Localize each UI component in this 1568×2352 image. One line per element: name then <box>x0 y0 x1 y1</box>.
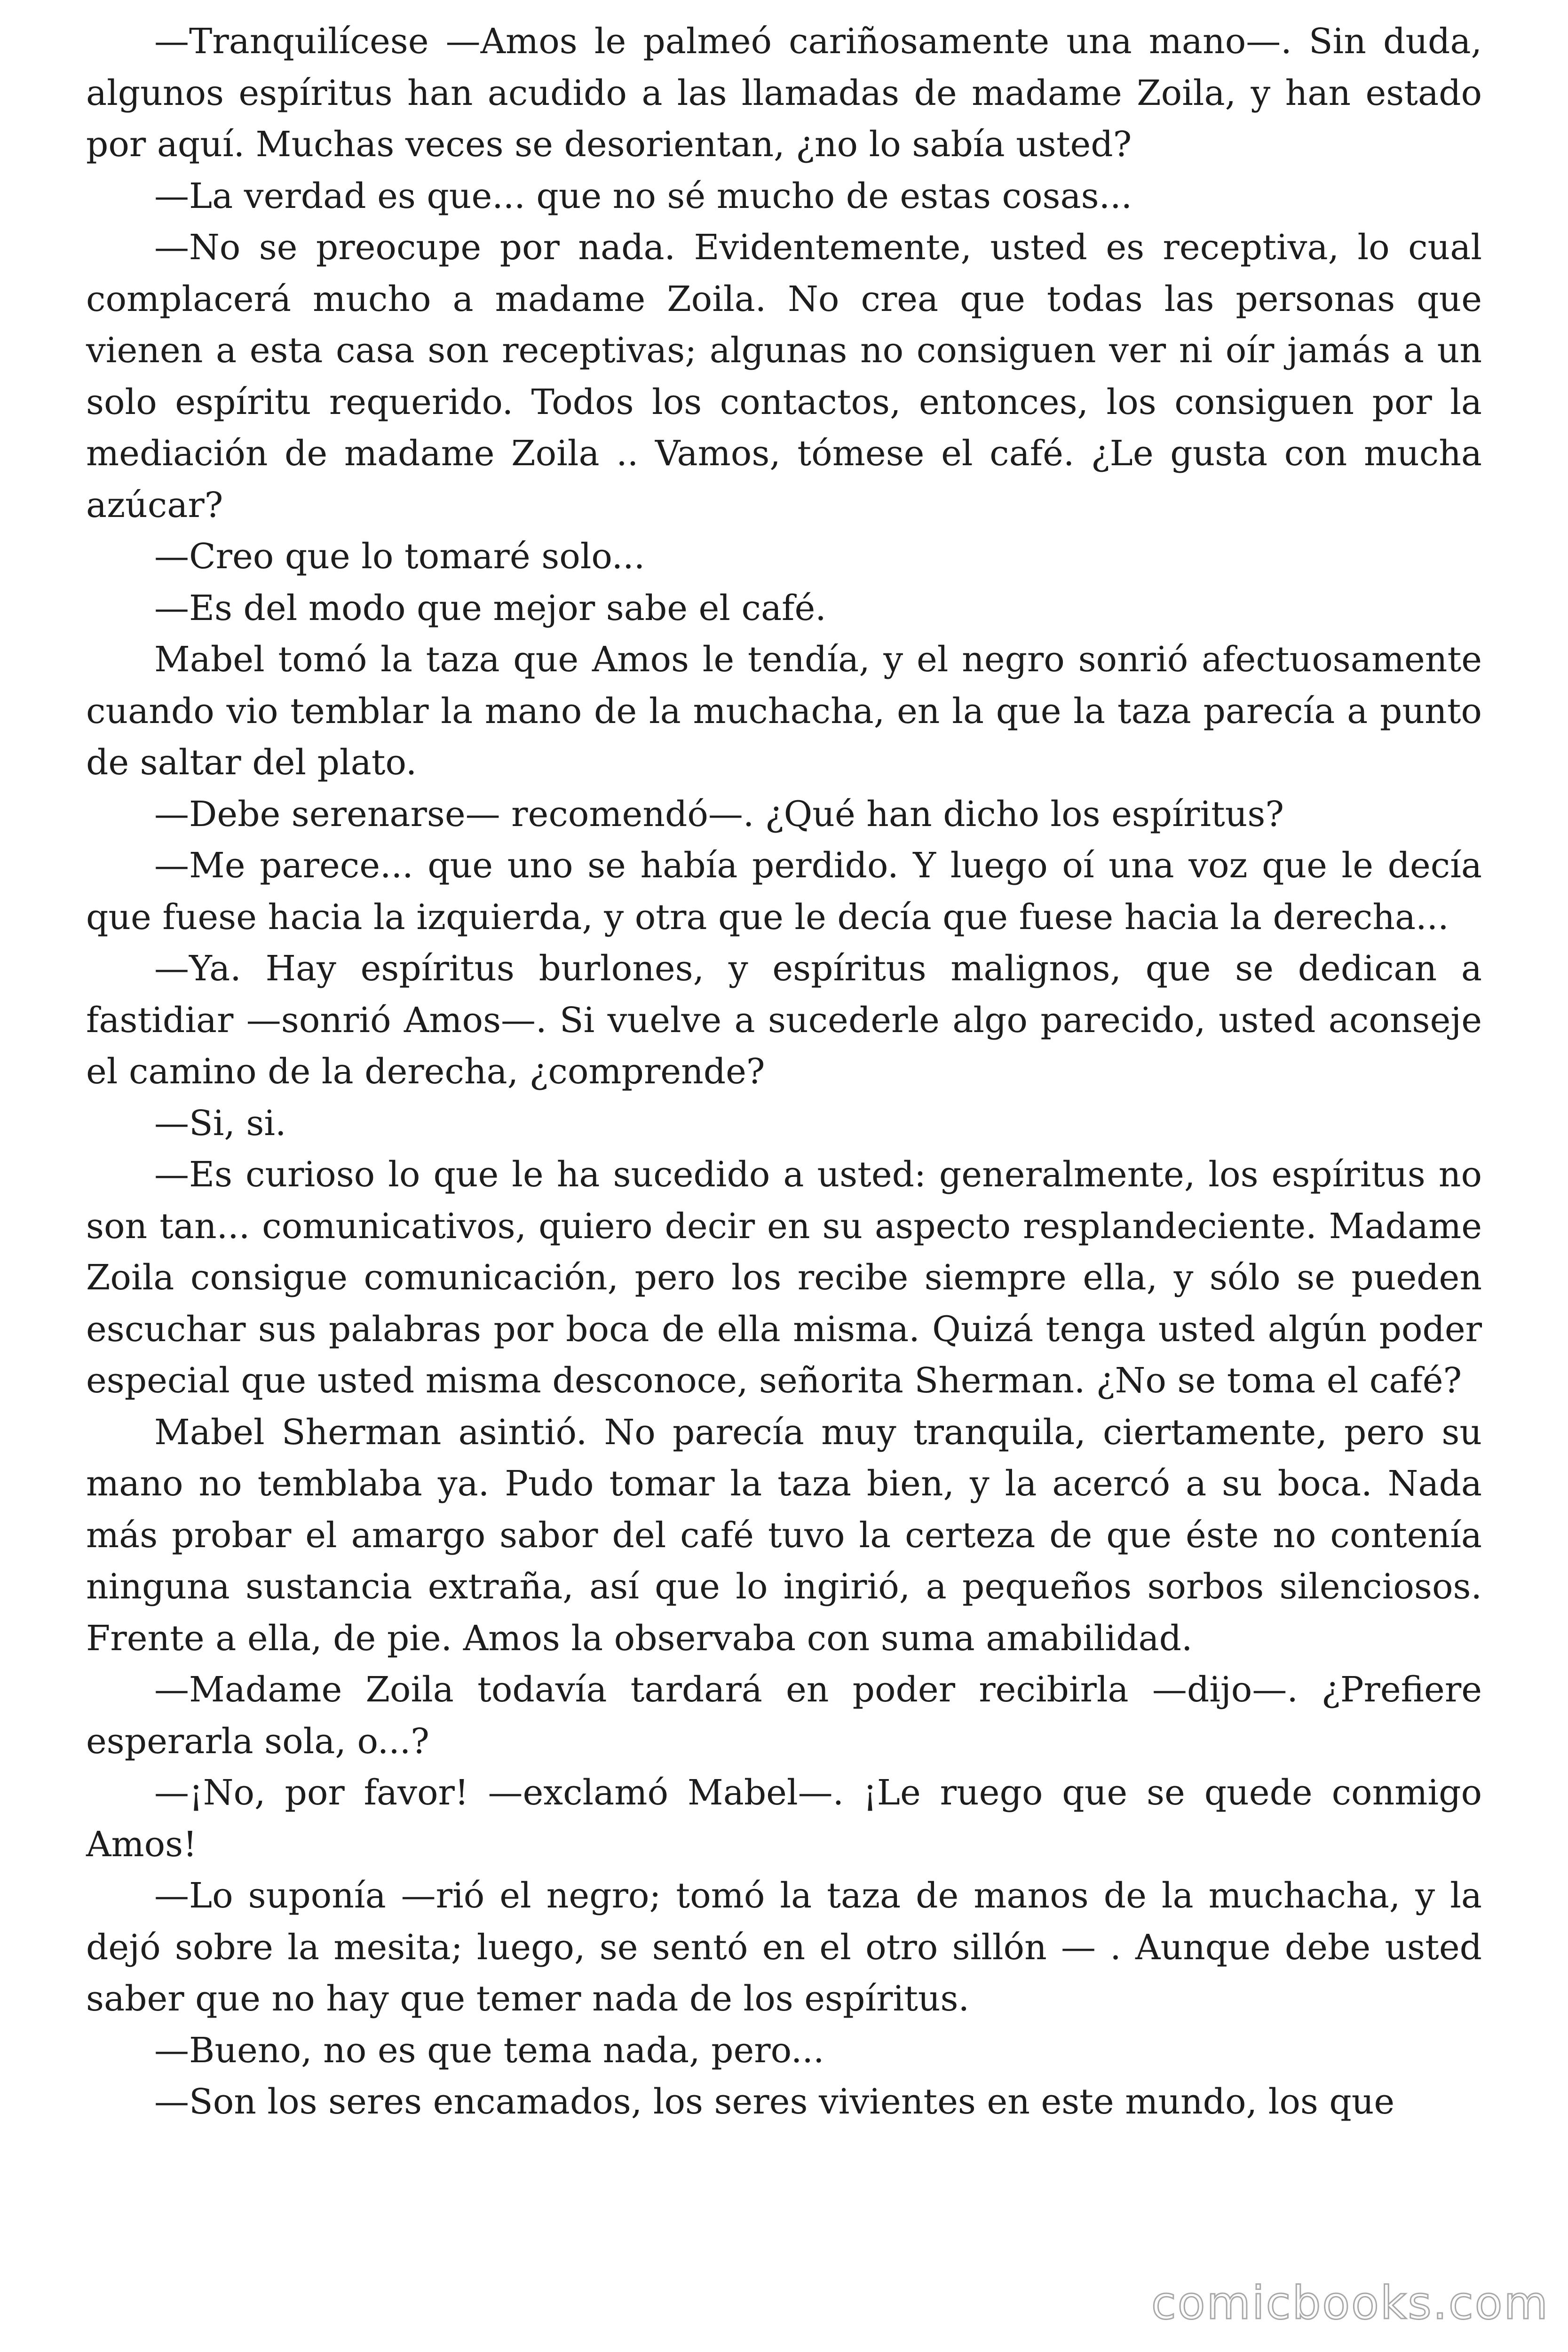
paragraph: —Me parece... que uno se había perdido. Y luego oí una voz que le decía que fuese hacia la izquierda, y otra que le decía que fuese hacia la derecha... <box>86 845 1482 938</box>
paragraph: —Tranquilícese —Amos le palmeó cariñosamente una mano—. Sin duda, algunos espíritus han acudido a las llamadas de madame Zoila, y han estado por aquí. Muchas veces se desorientan, ¿no lo sabía usted? <box>86 21 1482 165</box>
paragraph: —Debe serenarse— recomendó—. ¿Qué han dicho los espíritus? <box>154 794 1284 834</box>
paragraph: —Lo suponía —rió el negro; tomó la taza de manos de la muchacha, y la dejó sobre la mesita; luego, se sentó en el otro sillón — . Aunque debe usted saber que no hay que temer nada de los espíritus. <box>86 1875 1482 2019</box>
paragraph: —Bueno, no es que tema nada, pero... <box>154 2030 824 2071</box>
paragraph: —¡No, por favor! —exclamó Mabel—. ¡Le ruego que se quede conmigo Amos! <box>86 1772 1482 1865</box>
paragraph: —No se preocupe por nada. Evidentemente, usted es receptiva, lo cual complacerá mucho a madame Zoila. No crea que todas las personas que vienen a esta casa son receptivas; algunas no consiguen ver ni oír jamás a un solo espíritu requerido. Todos los contactos, entonces, los consiguen por la mediación de madame Zoila .. Vamos, tómese el café. ¿Le gusta con mucha azúcar? <box>86 227 1482 525</box>
paragraph: —Es del modo que mejor sabe el café. <box>154 588 826 628</box>
paragraph: Mabel tomó la taza que Amos le tendía, y el negro sonrió afectuosamente cuando vio temblar la mano de la muchacha, en la que la taza parecía a punto de saltar del plato. <box>86 639 1482 783</box>
paragraph: —Creo que lo tomaré solo... <box>154 536 645 577</box>
paragraph: —Ya. Hay espíritus burlones, y espíritus malignos, que se dedican a fastidiar —sonrió Amos—. Si vuelve a sucederle algo parecido, usted aconseje el camino de la derecha, ¿comprende? <box>86 948 1482 1092</box>
paragraph: —Si, si. <box>154 1103 286 1144</box>
paragraph: —La verdad es que... que no sé mucho de estas cosas... <box>154 175 1132 216</box>
paragraph: —Son los seres encamados, los seres vivientes en este mundo, los que <box>154 2082 1395 2122</box>
paragraph: —Es curioso lo que le ha sucedido a usted: generalmente, los espíritus no son tan... comunicativos, quiero decir en su aspecto resplandeciente. Madame Zoila consigue comunicación, pero los recibe siempre ella, y sólo se pueden escuchar sus palabras por boca de ella misma. Quizá tenga usted algún poder especial que usted misma desconoce, señorita Sherman. ¿No se toma el café? <box>86 1154 1482 1401</box>
watermark-text: comicbooks.com <box>1151 2277 1549 2329</box>
paragraph: Mabel Sherman asintió. No parecía muy tranquila, ciertamente, pero su mano no temblaba ya. Pudo tomar la taza bien, y la acercó a su boca. Nada más probar el amargo sabor del café tuvo la certeza de que éste no contenía ninguna sustancia extraña, así que lo ingirió, a pequeños sorbos silenciosos. Frente a ella, de pie. Amos la observaba con suma amabilidad. <box>86 1412 1482 1659</box>
paragraph: —Madame Zoila todavía tardará en poder recibirla —dijo—. ¿Prefiere esperarla sola, o...? <box>86 1669 1482 1762</box>
book-page-text <box>86 16 1482 2128</box>
